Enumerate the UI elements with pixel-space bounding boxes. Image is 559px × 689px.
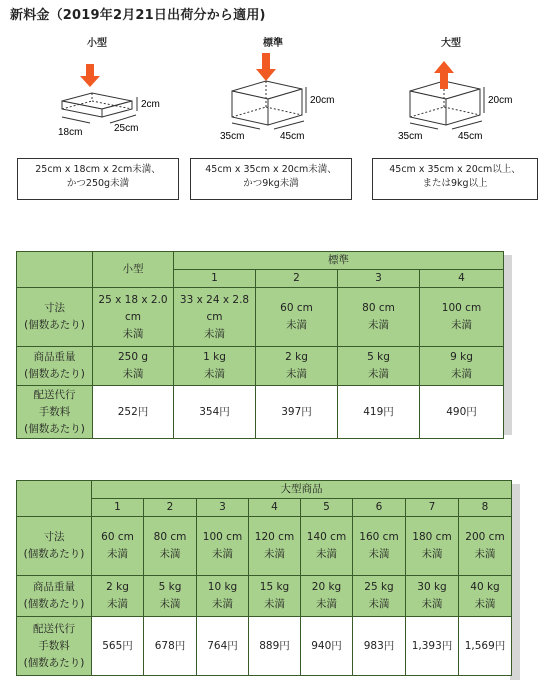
table-cell xyxy=(353,576,406,617)
column-number: 3 xyxy=(197,499,249,517)
spec-box-small xyxy=(17,158,179,200)
cell-line: 5 kg xyxy=(367,351,390,363)
spec-line: かつ250g未満 xyxy=(66,178,130,189)
page-title: 新料金（2019年2月21日出荷分から適用) xyxy=(10,8,266,23)
large-dim-width: 45cm xyxy=(458,131,483,141)
cell-line: 未満 xyxy=(159,598,181,610)
cell-line: (個数あたり) xyxy=(24,319,85,331)
cell-line: 未満 xyxy=(368,368,389,380)
cell-line: 配送代行 xyxy=(33,622,75,635)
cell-line: 140 cm xyxy=(306,531,347,543)
row-label xyxy=(17,347,93,386)
row-label xyxy=(17,617,92,676)
column-number: 1 xyxy=(174,270,256,288)
table-cell xyxy=(174,347,256,386)
row-label xyxy=(17,576,92,617)
spec-box-standard xyxy=(190,158,352,200)
cell-line: 手数料 xyxy=(38,405,71,418)
table-cell xyxy=(406,617,459,676)
column-group-small: 小型 xyxy=(93,252,174,288)
table-cell xyxy=(144,576,197,617)
cell-line: 354円 xyxy=(199,405,230,418)
pricing-table-large xyxy=(16,480,512,676)
table-cell xyxy=(249,517,301,576)
cell-line: 配送代行 xyxy=(33,388,76,401)
table-cell xyxy=(338,347,420,386)
column-number: 1 xyxy=(92,499,144,517)
spec-line: 45cm x 35cm x 20cm以上、 xyxy=(389,164,521,175)
small-box-illustration xyxy=(52,49,162,141)
small-dim-height: 2cm xyxy=(141,99,160,110)
cell-line: 未満 xyxy=(474,598,496,610)
table-row xyxy=(17,288,504,347)
cell-line: 100 cm xyxy=(202,531,243,543)
small-dim-depth: 18cm xyxy=(58,127,83,138)
box-large-label: 大型 xyxy=(441,38,461,49)
cell-line: 889円 xyxy=(259,639,290,652)
standard-dim-width: 45cm xyxy=(280,131,305,141)
cell-line: 252円 xyxy=(117,405,149,418)
table-cell xyxy=(459,517,512,576)
box-standard xyxy=(218,34,335,141)
table-cell xyxy=(459,576,512,617)
table-cell xyxy=(93,347,174,386)
box-large xyxy=(396,34,513,141)
cell-line: 419円 xyxy=(363,405,394,418)
cell-line: 未満 xyxy=(451,368,472,380)
box-standard-label: 標準 xyxy=(263,38,283,49)
table-cell xyxy=(256,288,338,347)
spec-line: 25cm x 18cm x 2cm未満、 xyxy=(35,164,161,175)
column-number: 7 xyxy=(406,499,459,517)
cell-line: 未満 xyxy=(316,548,337,560)
table-cell xyxy=(406,576,459,617)
column-number: 4 xyxy=(420,270,504,288)
cell-line: 200 cm xyxy=(465,531,505,543)
cell-line: 未満 xyxy=(368,598,390,610)
table-cell xyxy=(92,576,144,617)
cell-line: 397円 xyxy=(281,405,312,418)
cell-line: 未満 xyxy=(474,548,496,560)
table-row xyxy=(17,517,512,576)
cell-line: 160 cm xyxy=(359,531,399,543)
cell-line: 未満 xyxy=(368,548,390,560)
cell-line: 9 kg xyxy=(450,351,473,363)
cell-line: 678円 xyxy=(154,639,186,652)
cell-line: 60 cm xyxy=(101,531,134,543)
cell-line: 100 cm xyxy=(441,302,482,314)
box-small-label: 小型 xyxy=(87,38,107,49)
table-cell xyxy=(174,386,256,439)
table-row xyxy=(17,617,512,676)
cell-line: 未満 xyxy=(204,368,225,380)
cell-line: 490円 xyxy=(446,405,477,418)
table-row xyxy=(17,347,504,386)
cell-line: 商品重量 xyxy=(33,581,75,593)
table-cell xyxy=(420,347,504,386)
cell-line: (個数あたり) xyxy=(24,422,85,435)
table-cell xyxy=(144,517,197,576)
column-group-large: 大型商品 xyxy=(92,481,512,499)
column-number: 2 xyxy=(144,499,197,517)
column-number: 4 xyxy=(249,499,301,517)
table-cell xyxy=(93,386,174,439)
cell-line: 未満 xyxy=(212,548,233,560)
cell-line: cm xyxy=(206,310,223,323)
cell-line: 20 kg xyxy=(311,581,342,593)
column-number: 5 xyxy=(301,499,353,517)
cell-line: 565円 xyxy=(102,639,133,652)
large-box-illustration xyxy=(396,49,516,141)
table-cell xyxy=(420,288,504,347)
large-dim-height: 20cm xyxy=(488,95,513,106)
table-cell xyxy=(174,288,256,347)
cell-line: 180 cm xyxy=(412,531,452,543)
table-cell xyxy=(301,576,353,617)
table-cell xyxy=(420,386,504,439)
table-cell xyxy=(92,617,144,676)
cell-line: 未満 xyxy=(421,598,443,610)
table-cell xyxy=(338,386,420,439)
small-dim-width: 25cm xyxy=(114,123,139,134)
column-number: 8 xyxy=(459,499,512,517)
cell-line: 未満 xyxy=(451,319,472,331)
cell-line: 未満 xyxy=(212,598,233,610)
table-cell xyxy=(197,617,249,676)
cell-line: (個数あたり) xyxy=(23,548,85,560)
cell-line: 未満 xyxy=(286,368,307,380)
cell-line: 5 kg xyxy=(158,581,182,593)
cell-line: 33 x 24 x 2.8 xyxy=(179,293,250,306)
cell-line: cm xyxy=(124,310,141,323)
cell-line: (個数あたり) xyxy=(23,598,85,610)
table-header-row xyxy=(17,252,504,270)
cell-line: 80 cm xyxy=(153,531,187,543)
cell-line: 40 kg xyxy=(470,581,500,593)
row-label xyxy=(17,386,93,439)
column-number: 3 xyxy=(338,270,420,288)
table-cell xyxy=(197,576,249,617)
table-corner xyxy=(17,481,92,517)
cell-line: 25 x 18 x 2.0 xyxy=(98,293,168,306)
cell-line: 寸法 xyxy=(44,302,65,314)
cell-line: 1,569円 xyxy=(464,639,506,652)
table-cell xyxy=(353,517,406,576)
cell-line: 940円 xyxy=(311,639,342,652)
cell-line: 未満 xyxy=(204,327,225,340)
cell-line: 商品重量 xyxy=(33,351,76,363)
cell-line: 30 kg xyxy=(417,581,447,593)
arrow-down-icon xyxy=(256,53,276,81)
cell-line: 未満 xyxy=(107,548,128,560)
column-number: 2 xyxy=(256,270,338,288)
table-cell xyxy=(301,517,353,576)
cell-line: 120 cm xyxy=(254,531,295,543)
spec-box-large xyxy=(372,158,538,200)
table-cell xyxy=(197,517,249,576)
cell-line: 10 kg xyxy=(207,581,238,593)
table-cell xyxy=(249,576,301,617)
column-number: 6 xyxy=(353,499,406,517)
cell-line: 80 cm xyxy=(362,302,395,314)
cell-line: (個数あたり) xyxy=(24,368,85,380)
cell-line: 1 kg xyxy=(203,351,226,363)
table-cell xyxy=(338,288,420,347)
cell-line: 未満 xyxy=(421,548,443,560)
table-cell xyxy=(256,347,338,386)
cell-line: 未満 xyxy=(264,548,285,560)
table-cell xyxy=(249,617,301,676)
box-small xyxy=(52,34,160,141)
table-cell xyxy=(144,617,197,676)
cell-line: 983円 xyxy=(363,639,395,652)
cell-line: 未満 xyxy=(107,598,128,610)
standard-dim-height: 20cm xyxy=(310,95,335,106)
cell-line: 764円 xyxy=(207,639,238,652)
cell-line: 寸法 xyxy=(43,531,65,543)
table-cell xyxy=(353,617,406,676)
cell-line: 未満 xyxy=(264,598,285,610)
cell-line: 未満 xyxy=(122,368,144,380)
cell-line: 未満 xyxy=(316,598,337,610)
table-cell xyxy=(406,517,459,576)
cell-line: (個数あたり) xyxy=(23,656,85,669)
cell-line: 未満 xyxy=(159,548,181,560)
cell-line: 2 kg xyxy=(285,351,308,363)
cell-line: 未満 xyxy=(368,319,389,331)
cell-line: 2 kg xyxy=(106,581,129,593)
row-label xyxy=(17,517,92,576)
table-cell xyxy=(459,617,512,676)
spec-line: 45cm x 35cm x 20cm未満、 xyxy=(205,164,337,175)
cell-line: 60 cm xyxy=(280,302,313,314)
column-group-standard: 標準 xyxy=(174,252,504,270)
spec-line: または9kg以上 xyxy=(422,178,488,189)
cell-line: 15 kg xyxy=(259,581,290,593)
table-header-row xyxy=(17,499,512,517)
table-row xyxy=(17,576,512,617)
table-cell xyxy=(301,617,353,676)
table-cell xyxy=(256,386,338,439)
standard-dim-depth: 35cm xyxy=(220,131,245,141)
table-cell xyxy=(92,517,144,576)
table-cell xyxy=(93,288,174,347)
large-dim-depth: 35cm xyxy=(398,131,423,141)
table-corner xyxy=(17,252,93,288)
table-row xyxy=(17,386,504,439)
spec-line: かつ9kg未満 xyxy=(243,178,299,189)
cell-line: 未満 xyxy=(286,319,307,331)
arrow-down-icon xyxy=(80,64,100,87)
cell-line: 手数料 xyxy=(38,639,70,652)
standard-box-illustration xyxy=(218,49,338,141)
cell-line: 1,393円 xyxy=(411,639,453,652)
table-header-row xyxy=(17,481,512,499)
cell-line: 25 kg xyxy=(364,581,394,593)
cell-line: 250 g xyxy=(117,351,149,363)
cell-line: 未満 xyxy=(122,327,144,340)
row-label xyxy=(17,288,93,347)
pricing-table-standard xyxy=(16,251,504,439)
